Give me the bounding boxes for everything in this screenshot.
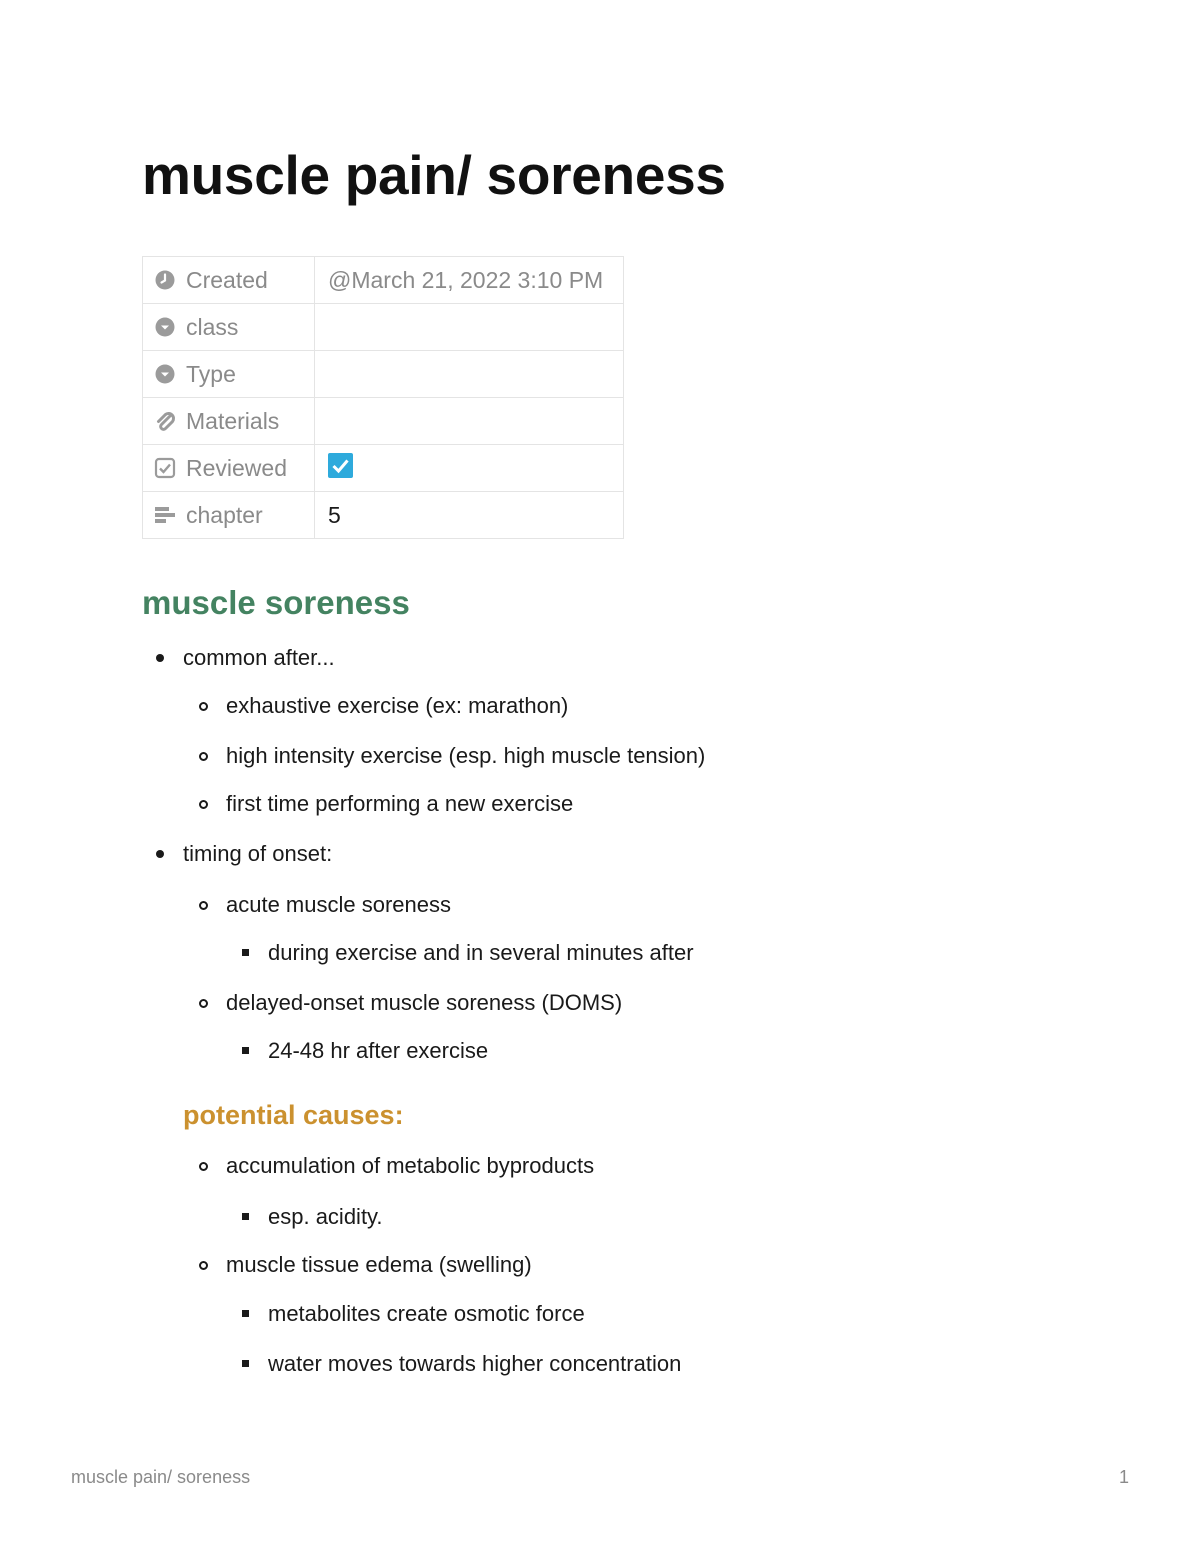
property-key[interactable]: [143, 445, 315, 492]
bullet-square: [242, 1360, 249, 1367]
bullet-square: [242, 1047, 249, 1054]
list-item: timing of onset:: [183, 841, 333, 866]
bullet-circle: [199, 999, 208, 1008]
property-label: Created: [186, 266, 268, 293]
list-item: metabolites create osmotic force: [268, 1301, 585, 1326]
reviewed-checkbox[interactable]: [328, 453, 353, 484]
footer-title: muscle pain/ soreness: [71, 1467, 251, 1487]
section-heading-muscle-soreness: muscle soreness: [142, 584, 410, 621]
section-heading-potential-causes: potential causes:: [183, 1100, 404, 1130]
property-row-created: [143, 257, 624, 304]
properties-table: [142, 256, 624, 539]
list-item: 24-48 hr after exercise: [268, 1038, 489, 1063]
property-key[interactable]: [143, 398, 315, 445]
list-item: water moves towards higher concentration: [268, 1351, 682, 1376]
bullet-square: [242, 1310, 249, 1317]
checkbox-icon: [154, 457, 176, 479]
bullet-circle: [199, 901, 208, 910]
property-row-type: [143, 351, 624, 398]
property-value-materials[interactable]: [315, 398, 624, 445]
property-row-reviewed: [143, 445, 624, 492]
property-row-class: [143, 304, 624, 351]
property-key[interactable]: [143, 492, 315, 539]
list-item: accumulation of metabolic byproducts: [226, 1153, 595, 1178]
list-item: first time performing a new exercise: [226, 791, 574, 816]
clock-icon: [154, 269, 176, 291]
list-item: acute muscle soreness: [226, 892, 451, 917]
page-title: muscle pain/ soreness: [142, 144, 726, 206]
select-icon: [154, 363, 176, 385]
property-value-reviewed: [315, 445, 624, 492]
list-item: esp. acidity.: [268, 1204, 383, 1229]
bullet-square: [242, 949, 249, 956]
bullet-circle: [199, 800, 208, 809]
property-key[interactable]: [143, 304, 315, 351]
bullet-circle: [199, 702, 208, 711]
property-label: Reviewed: [186, 454, 287, 481]
property-label: chapter: [186, 501, 263, 528]
list-item: during exercise and in several minutes after: [268, 940, 694, 965]
property-row-chapter: [143, 492, 624, 539]
list-item: exhaustive exercise (ex: marathon): [226, 693, 569, 718]
page-number: 1: [1118, 1467, 1129, 1487]
list-item: delayed-onset muscle soreness (DOMS): [226, 990, 623, 1015]
property-value-type[interactable]: [315, 351, 624, 398]
bullet-circle: [199, 752, 208, 761]
select-icon: [154, 316, 176, 338]
property-value-created[interactable]: @March 21, 2022 3:10 PM: [315, 257, 624, 304]
bullet-square: [242, 1213, 249, 1220]
list-item: common after...: [183, 645, 335, 670]
bullet-circle: [199, 1162, 208, 1171]
list-item: high intensity exercise (esp. high muscle tension): [226, 743, 706, 768]
property-label: class: [186, 313, 239, 340]
property-value-chapter[interactable]: 5: [315, 492, 624, 539]
property-label: Type: [186, 360, 236, 387]
list-item: muscle tissue edema (swelling): [226, 1252, 532, 1277]
bullet-disc: [156, 850, 164, 858]
number-icon: [154, 504, 176, 526]
property-key[interactable]: [143, 257, 315, 304]
property-key[interactable]: [143, 351, 315, 398]
property-row-materials: [143, 398, 624, 445]
bullet-circle: [199, 1261, 208, 1270]
property-label: Materials: [186, 407, 280, 434]
property-value-class[interactable]: [315, 304, 624, 351]
paperclip-icon: [154, 410, 176, 432]
bullet-disc: [156, 654, 164, 662]
